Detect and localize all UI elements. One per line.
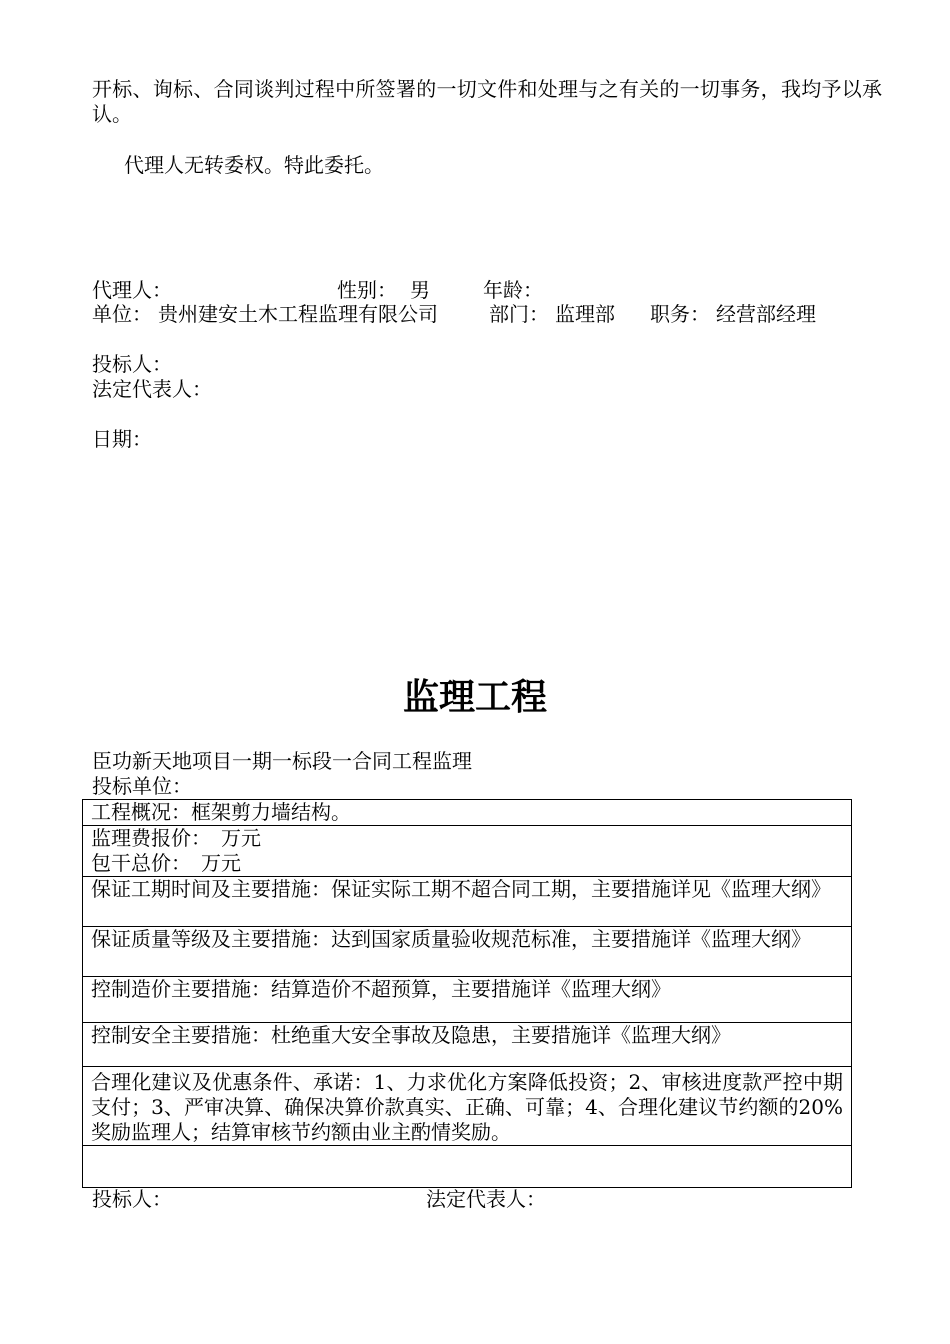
table-row: [83, 877, 852, 927]
table-row: [83, 1067, 852, 1146]
project-name: 臣功新天地项目一期一标段一合同工程监理: [92, 749, 472, 773]
unit-value: 贵州建安土木工程监理有限公司: [158, 302, 438, 326]
empty-cell: [83, 1146, 852, 1188]
safety-cell: 控制安全主要措施：杜绝重大安全事故及隐患，主要措施详《监理大纲》: [83, 1023, 852, 1067]
legal-rep-label: 法定代表人：: [92, 377, 212, 401]
footer-bidder-label: 投标人：: [92, 1187, 172, 1211]
table-row: [83, 1146, 852, 1188]
gender-value: 男: [410, 278, 430, 302]
bidder-label: 投标人：: [92, 352, 172, 376]
unit-label: 单位：: [92, 302, 152, 326]
table-row: [83, 977, 852, 1023]
table-row: [83, 927, 852, 977]
age-label: 年龄：: [483, 278, 543, 302]
schedule-cell: 保证工期时间及主要措施：保证实际工期不超合同工期，主要措施详见《监理大纲》: [83, 877, 852, 927]
cost-cell: 控制造价主要措施：结算造价不超预算，主要措施详《监理大纲》: [83, 977, 852, 1023]
table-row: [83, 826, 852, 877]
price-cell: [83, 826, 852, 877]
overview-cell: 工程概况：框架剪力墙结构。: [83, 800, 852, 826]
quality-cell: 保证质量等级及主要措施：达到国家质量验收规范标准，主要措施详《监理大纲》: [83, 927, 852, 977]
suggestions-cell: 合理化建议及优惠条件、承诺：1、力求优化方案降低投资；2、审核进度款严控中期支付；3、严审决算、确保决算价款真实、正确、可靠；4、合理化建议节约额的20%奖励监理人；结算审核节约额由业主酌情奖励。: [83, 1067, 852, 1146]
date-label: 日期：: [92, 427, 152, 451]
position-label: 职务：: [650, 302, 710, 326]
no-subdelegation-text: 代理人无转委权。特此委托。: [124, 153, 384, 177]
table-row: [83, 800, 852, 826]
fee-quote: 监理费报价： 万元: [91, 826, 261, 850]
dept-label: 部门：: [489, 302, 549, 326]
table-row: [83, 1023, 852, 1067]
bid-summary-table: [82, 799, 852, 1188]
lump-sum: 包干总价： 万元: [91, 851, 241, 875]
section-title: 监理工程: [402, 677, 547, 718]
authorization-paragraph: 开标、询标、合同谈判过程中所签署的一切文件和处理与之有关的一切事务，我均予以承认。: [92, 77, 882, 126]
bid-unit-label: 投标单位：: [92, 774, 192, 798]
gender-label: 性别：: [337, 278, 397, 302]
agent-label: 代理人：: [92, 278, 172, 302]
position-value: 经营部经理: [716, 302, 816, 326]
dept-value: 监理部: [555, 302, 615, 326]
footer-legal-rep-label: 法定代表人：: [426, 1187, 546, 1211]
